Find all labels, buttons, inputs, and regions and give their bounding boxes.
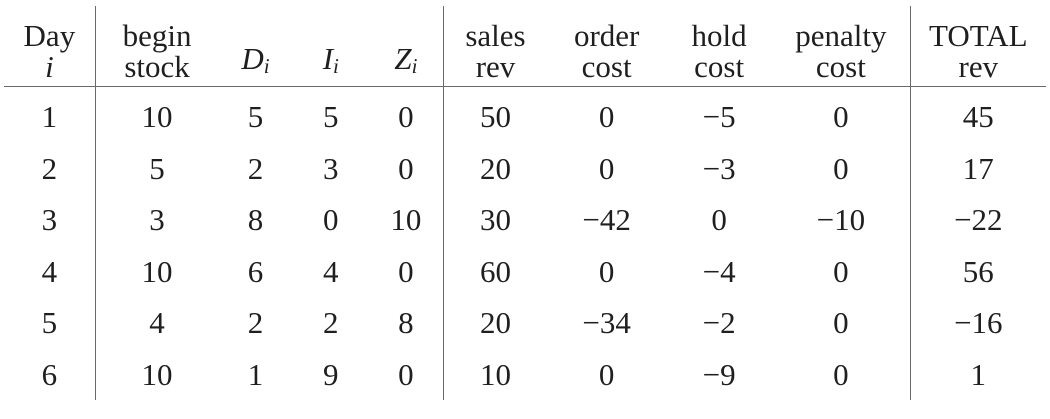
cell-begin-stock: 4 xyxy=(149,305,165,340)
cell-inventory: 5 xyxy=(323,99,339,134)
header-order-cost xyxy=(547,6,666,87)
cell-order-qty: 0 xyxy=(369,349,443,401)
header-inventory xyxy=(293,6,369,87)
cell-order-qty: 10 xyxy=(369,194,443,246)
cell-day: 6 xyxy=(4,349,95,401)
cell-total-rev: −16 xyxy=(954,305,1003,340)
cell-total-rev: −22 xyxy=(954,202,1003,237)
cell-demand: 1 xyxy=(247,356,264,392)
table-body xyxy=(4,87,1046,401)
header-total-line2: rev xyxy=(958,49,999,84)
header-order-qty xyxy=(369,6,443,87)
header-sales-line1: sales xyxy=(465,18,526,53)
cell-penalty-cost: 0 xyxy=(772,297,910,349)
header-order-line1: order xyxy=(573,18,640,53)
table-row xyxy=(4,246,1046,298)
header-penalty-line1: penalty xyxy=(795,18,887,53)
header-order-line2: cost xyxy=(581,49,632,84)
cell-inventory: 4 xyxy=(323,253,339,289)
cell-demand: 2 xyxy=(247,305,264,340)
cell-sales-rev: 30 xyxy=(479,202,511,237)
table-row xyxy=(4,194,1046,246)
cell-demand: 8 xyxy=(247,202,264,237)
cell-order-cost: 0 xyxy=(598,150,615,186)
cell-inventory: 3 xyxy=(323,150,339,186)
header-inventory-symbol: I xyxy=(322,41,334,76)
table-row xyxy=(4,87,1046,143)
cell-demand: 2 xyxy=(247,150,264,186)
header-demand-sub: i xyxy=(263,54,270,78)
cell-begin-stock: 10 xyxy=(141,99,173,134)
header-begin-stock xyxy=(95,6,218,87)
header-order-qty-sub: i xyxy=(411,54,418,78)
header-hold-line2: cost xyxy=(694,49,745,84)
cell-inventory: 9 xyxy=(323,356,339,392)
cell-order-cost: 0 xyxy=(598,356,615,392)
cell-inventory: 2 xyxy=(323,305,339,340)
header-begin-line2: stock xyxy=(124,49,190,84)
cell-sales-rev: 20 xyxy=(479,305,511,340)
cell-begin-stock: 10 xyxy=(141,356,173,392)
header-row xyxy=(4,6,1046,87)
cell-total-rev: 56 xyxy=(962,253,994,289)
cell-hold-cost: −4 xyxy=(702,253,736,289)
inventory-revenue-table xyxy=(4,6,1046,400)
cell-day: 1 xyxy=(4,87,95,143)
cell-penalty-cost: 0 xyxy=(772,246,910,298)
cell-day: 3 xyxy=(4,194,95,246)
cell-total-rev: 45 xyxy=(962,99,994,134)
cell-sales-rev: 10 xyxy=(479,356,511,392)
cell-sales-rev: 20 xyxy=(479,150,511,186)
cell-penalty-cost: 0 xyxy=(772,87,910,143)
cell-sales-rev: 60 xyxy=(479,253,511,289)
header-penalty-line2: cost xyxy=(815,49,866,84)
header-day-index: i xyxy=(45,49,54,84)
cell-demand: 5 xyxy=(247,99,264,134)
header-hold-line1: hold xyxy=(691,18,747,53)
cell-total-rev: 17 xyxy=(962,150,994,186)
header-hold-cost xyxy=(666,6,772,87)
header-inventory-sub: i xyxy=(333,54,339,78)
cell-hold-cost: −9 xyxy=(702,356,736,392)
cell-penalty-cost: 0 xyxy=(772,349,910,401)
cell-begin-stock: 3 xyxy=(149,202,165,237)
cell-penalty-cost: −10 xyxy=(772,194,910,246)
cell-day: 2 xyxy=(4,143,95,195)
cell-order-cost: 0 xyxy=(598,99,615,134)
header-total-line1: TOTAL xyxy=(929,18,1028,53)
cell-order-qty: 8 xyxy=(369,297,443,349)
cell-hold-cost: −2 xyxy=(702,305,736,340)
cell-total-rev: 1 xyxy=(970,356,987,392)
cell-begin-stock: 10 xyxy=(141,253,173,289)
cell-hold-cost: 0 xyxy=(711,202,727,237)
header-begin-line1: begin xyxy=(122,18,192,53)
header-demand xyxy=(218,6,292,87)
cell-order-qty: 0 xyxy=(369,143,443,195)
header-sales-line2: rev xyxy=(475,49,516,84)
cell-inventory: 0 xyxy=(323,202,339,237)
header-order-qty-symbol: Z xyxy=(394,41,412,76)
cell-day: 4 xyxy=(4,246,95,298)
table-row xyxy=(4,349,1046,401)
cell-begin-stock: 5 xyxy=(149,150,165,186)
table-row xyxy=(4,297,1046,349)
header-sales-rev xyxy=(443,6,547,87)
cell-order-cost: 0 xyxy=(598,253,615,289)
cell-order-qty: 0 xyxy=(369,87,443,143)
cell-sales-rev: 50 xyxy=(479,99,511,134)
header-penalty-cost xyxy=(772,6,910,87)
cell-day: 5 xyxy=(4,297,95,349)
header-day-label: Day xyxy=(23,18,76,53)
cell-hold-cost: −3 xyxy=(702,150,736,186)
header-demand-symbol: D xyxy=(241,41,264,76)
cell-order-qty: 0 xyxy=(369,246,443,298)
cell-penalty-cost: 0 xyxy=(772,143,910,195)
cell-demand: 6 xyxy=(247,253,264,289)
cell-order-cost: −42 xyxy=(582,202,631,237)
table-row xyxy=(4,143,1046,195)
header-total-rev xyxy=(910,6,1046,87)
cell-order-cost: −34 xyxy=(582,305,631,340)
cell-hold-cost: −5 xyxy=(702,99,736,134)
header-day xyxy=(4,6,95,87)
